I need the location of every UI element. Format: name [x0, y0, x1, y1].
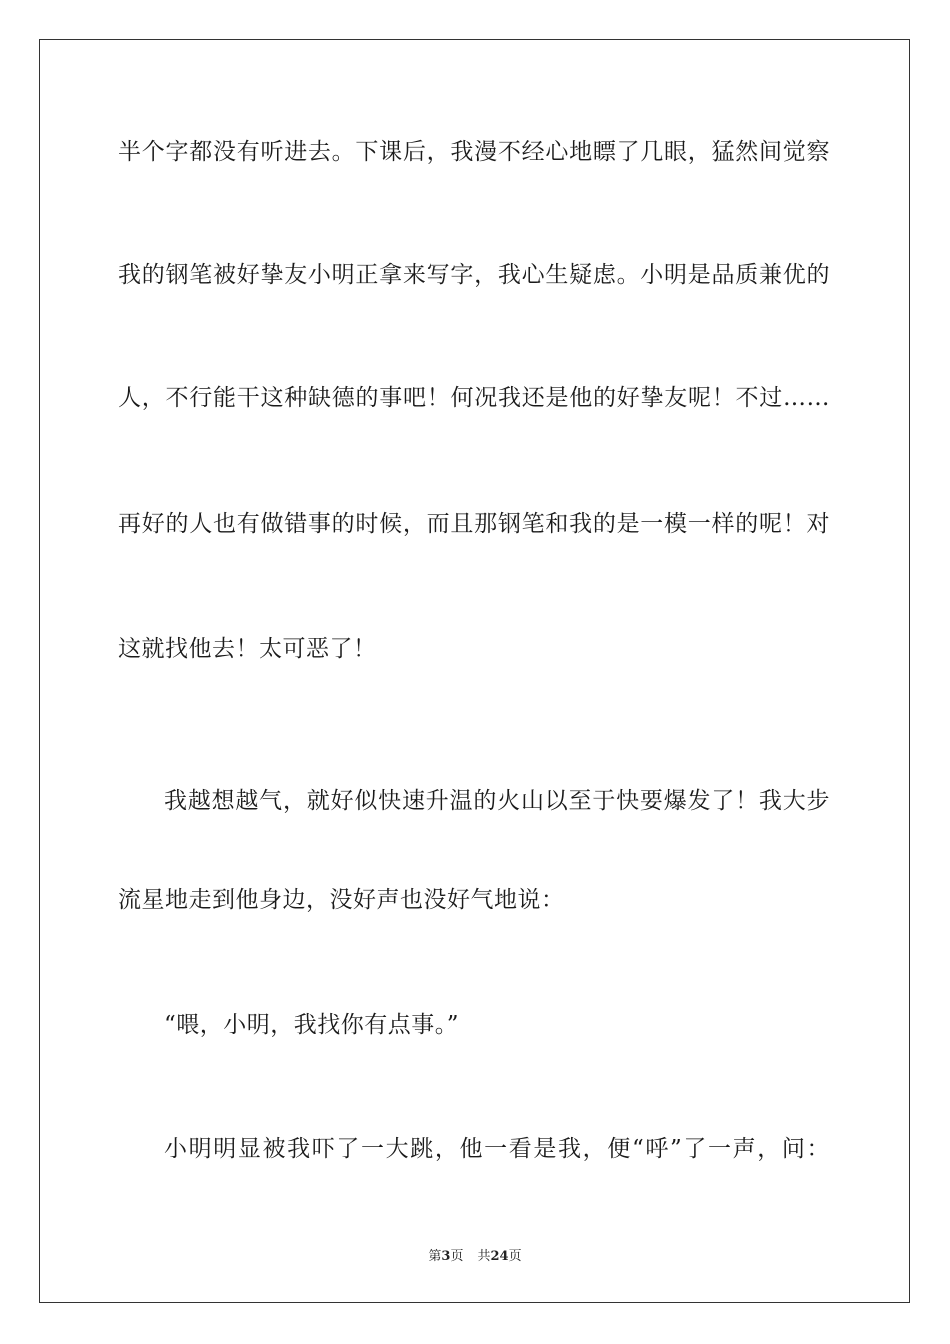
- page-footer: [0, 1248, 950, 1266]
- text-line-2: 我的钢笔被好挚友小明正拿来写字，我心生疑虑。小明是品质兼优的: [118, 262, 830, 288]
- text-line-5: 这就找他去！太可恶了！: [118, 636, 377, 662]
- dialogue-line: “喂，小明，我找你有点事。”: [164, 1012, 460, 1038]
- text-line-1: 半个字都没有听进去。下课后，我漫不经心地瞟了几眼，猛然间觉察: [118, 139, 830, 165]
- footer-page-number: 3: [441, 1249, 451, 1264]
- paragraph-start-line-2: 小明明显被我吓了一大跳，他一看是我，便“呼”了一声，问：: [164, 1136, 830, 1162]
- text-line-7: 流星地走到他身边，没好声也没好气地说：: [118, 887, 565, 913]
- paragraph-start-line: 我越想越气，就好似快速升温的火山以至于快要爆发了！我大步: [164, 788, 830, 814]
- footer-total-pages: 24: [490, 1249, 509, 1264]
- text-line-4: 再好的人也有做错事的时候，而且那钢笔和我的是一模一样的呢！对: [118, 511, 830, 537]
- text-line-3: 人，不行能干这种缺德的事吧！何况我还是他的好挚友呢！不过……: [118, 385, 830, 411]
- footer-total-suffix: 页: [508, 1249, 522, 1264]
- footer-total-prefix: 共: [477, 1249, 491, 1264]
- footer-page-prefix: 第: [428, 1249, 442, 1264]
- page-border: [39, 39, 910, 1303]
- footer-page-suffix: 页: [450, 1249, 464, 1264]
